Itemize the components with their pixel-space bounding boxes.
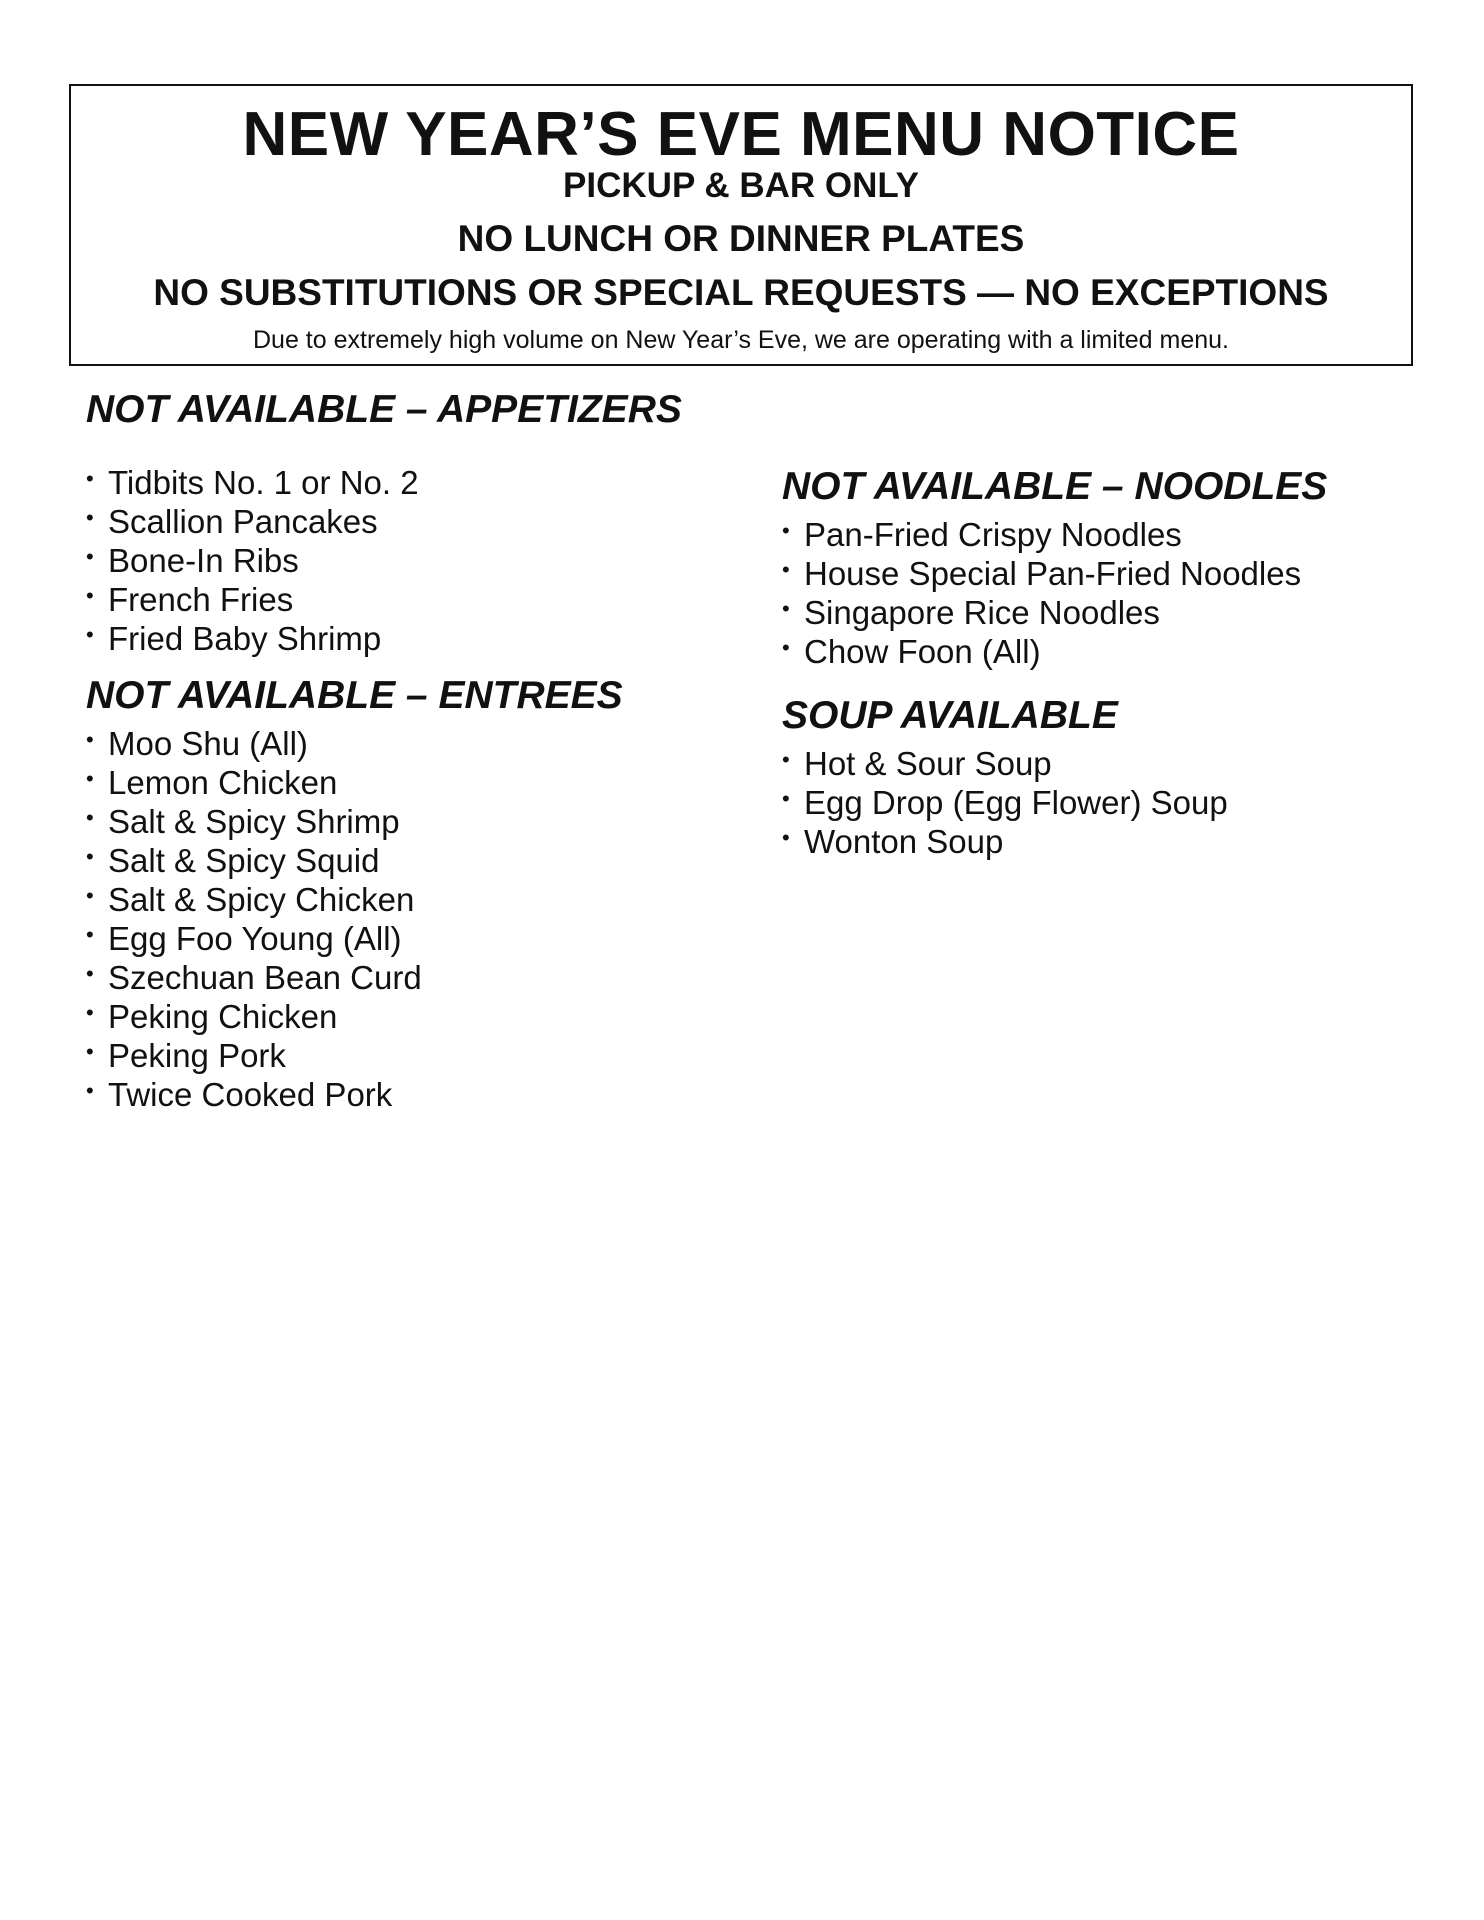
list-item-label: Pan-Fried Crispy Noodles [804,516,1182,553]
appetizers-list [86,463,419,658]
list-item-label: House Special Pan-Fried Noodles [804,555,1302,592]
bullet-icon: • [782,596,790,621]
bullet-icon: • [782,557,790,582]
list-item-label: Szechuan Bean Curd [108,959,422,996]
bullet-icon: • [782,786,790,811]
list-item-label: Egg Foo Young (All) [108,920,402,957]
bullet-icon: • [86,1039,94,1064]
list-item-label: Salt & Spicy Squid [108,842,380,879]
bullet-icon: • [86,883,94,908]
bullet-icon: • [86,466,94,491]
notice-no-plates: NO LUNCH OR DINNER PLATES [457,218,1025,259]
bullet-icon: • [86,727,94,752]
list-item [782,554,1301,593]
noodles-heading: NOT AVAILABLE – NOODLES [782,465,1328,508]
notice-box [69,84,1413,366]
notice-pickup-bar-only: PICKUP & BAR ONLY [563,166,919,205]
list-item [86,502,419,541]
list-item-label: Lemon Chicken [108,764,338,801]
list-item [86,997,422,1036]
bullet-icon: • [86,805,94,830]
list-item [86,1075,422,1114]
list-item-label: Twice Cooked Pork [108,1076,393,1113]
list-item [86,763,422,802]
bullet-icon: • [86,844,94,869]
list-item [782,783,1228,822]
bullet-icon: • [782,518,790,543]
bullet-icon: • [782,825,790,850]
bullet-icon: • [86,1078,94,1103]
list-item-label: Hot & Sour Soup [804,745,1052,782]
list-item-label: Fried Baby Shrimp [108,620,382,657]
notice-title: NEW YEAR’S EVE MENU NOTICE [242,100,1240,169]
list-item-label: Moo Shu (All) [108,725,308,762]
notice-volume-note: Due to extremely high volume on New Year’s Eve, we are operating with a limited menu. [253,326,1229,354]
list-item [782,515,1301,554]
list-item [86,802,422,841]
entrees-heading: NOT AVAILABLE – ENTREES [86,674,623,717]
list-item [86,1036,422,1075]
bullet-icon: • [86,583,94,608]
list-item-label: Salt & Spicy Chicken [108,881,415,918]
soup-heading: SOUP AVAILABLE [782,694,1118,737]
bullet-icon: • [782,635,790,660]
list-item-label: Egg Drop (Egg Flower) Soup [804,784,1228,821]
bullet-icon: • [86,505,94,530]
list-item [782,822,1228,861]
list-item [86,958,422,997]
list-item-label: Scallion Pancakes [108,503,378,540]
bullet-icon: • [782,747,790,772]
list-item [782,593,1301,632]
entrees-list [86,724,422,1114]
list-item-label: French Fries [108,581,294,618]
bullet-icon: • [86,961,94,986]
bullet-icon: • [86,766,94,791]
bullet-icon: • [86,544,94,569]
list-item [782,632,1301,671]
list-item-label: Singapore Rice Noodles [804,594,1160,631]
bullet-icon: • [86,622,94,647]
bullet-icon: • [86,922,94,947]
list-item [86,919,422,958]
list-item [86,541,419,580]
list-item-label: Wonton Soup [804,823,1004,860]
list-item [86,724,422,763]
notice-no-substitutions: NO SUBSTITUTIONS OR SPECIAL REQUESTS — NO EXCEPTIONS [153,272,1329,313]
list-item [86,841,422,880]
list-item-label: Tidbits No. 1 or No. 2 [108,464,419,501]
appetizers-heading: NOT AVAILABLE – APPETIZERS [86,388,682,431]
list-item [86,619,419,658]
list-item [782,744,1228,783]
list-item-label: Chow Foon (All) [804,633,1041,670]
list-item [86,580,419,619]
list-item-label: Peking Chicken [108,998,338,1035]
noodles-list [782,515,1301,671]
list-item [86,463,419,502]
list-item-label: Bone-In Ribs [108,542,299,579]
list-item [86,880,422,919]
list-item-label: Salt & Spicy Shrimp [108,803,400,840]
list-item-label: Peking Pork [108,1037,286,1074]
soup-list [782,744,1228,861]
bullet-icon: • [86,1000,94,1025]
